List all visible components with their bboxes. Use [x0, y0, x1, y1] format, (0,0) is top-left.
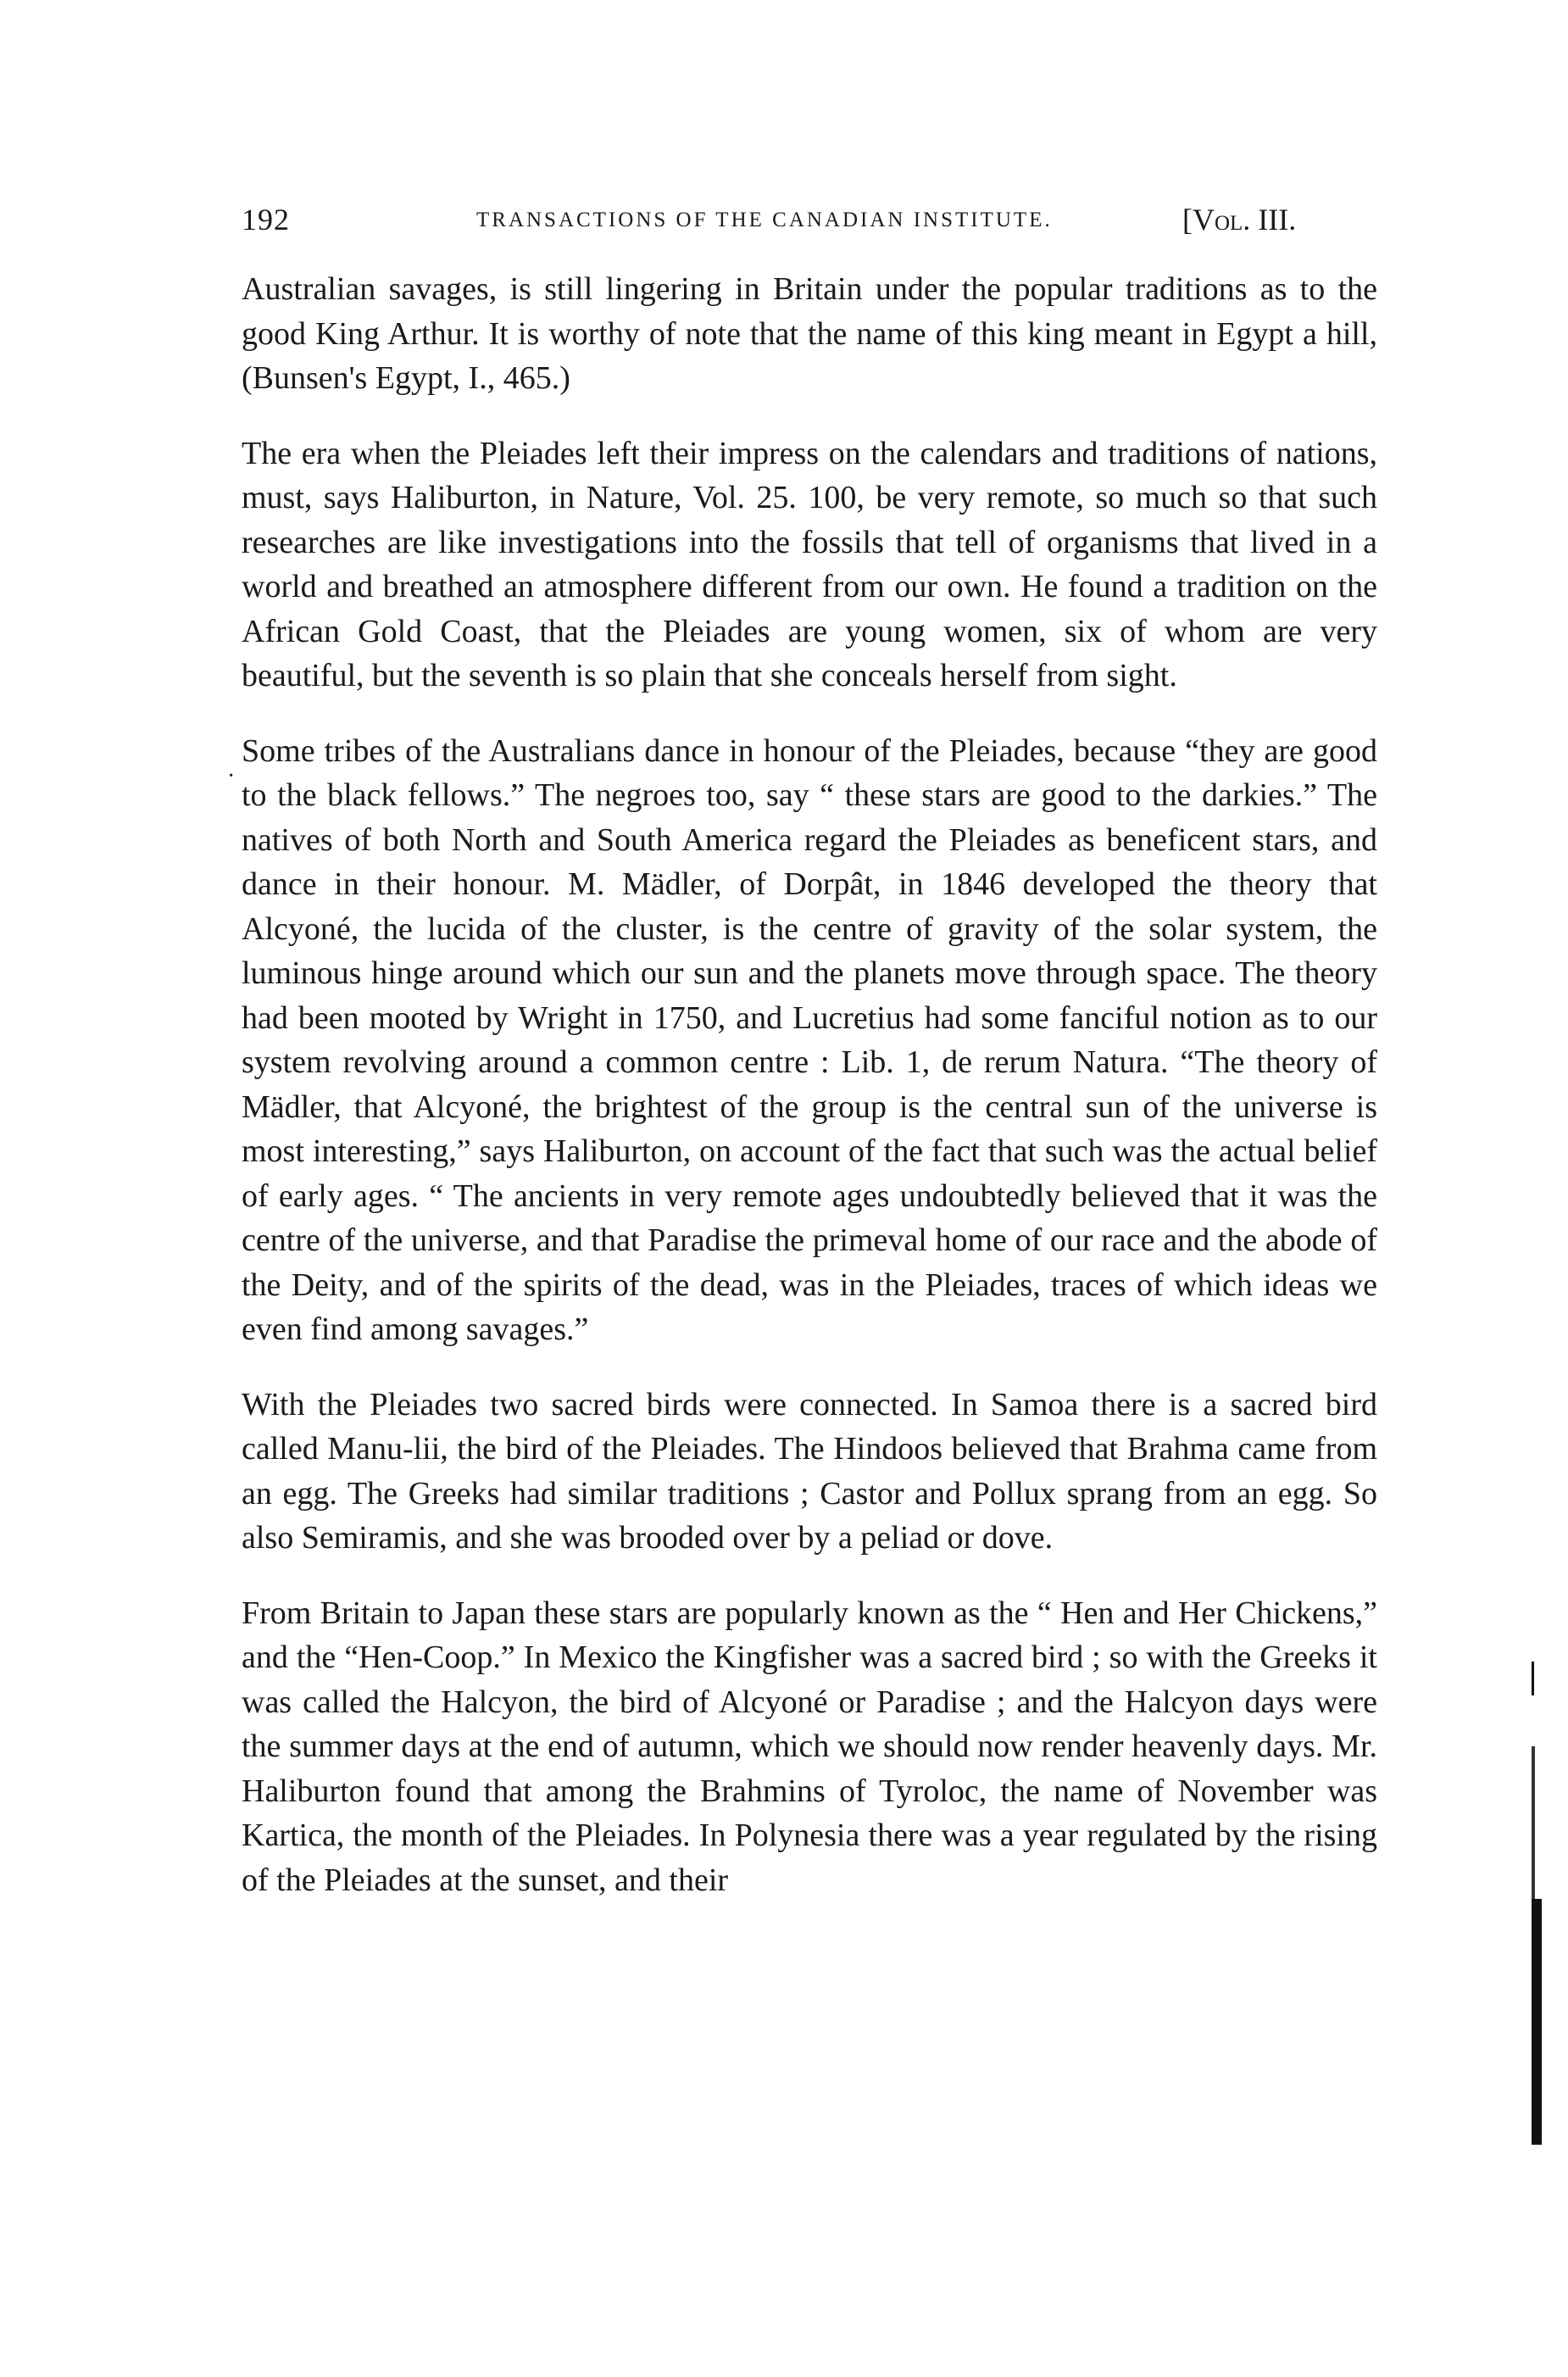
volume-label: [Vol. III. — [1182, 203, 1297, 237]
paragraph-2: The era when the Pleiades left their impress on the calendars and traditions of nations, must, says Haliburton, in Nature, Vol. 25. 100, be very remote, so much so that such researches are like investigations into the fossils that tell of organisms that lived in a world and breathed an atmosphere different from our own. He found a tradition on the African Gold Coast, that the Pleiades are young women, six of whom are very beautiful, but the seventh is so plain that she conceals herself from sight. — [242, 435, 1377, 693]
scan-edge-mark — [1532, 1899, 1542, 2145]
scan-edge-mark — [1532, 1746, 1535, 1899]
scan-edge-mark — [1532, 1662, 1534, 1695]
page-header — [242, 202, 1377, 253]
margin-dot-mark: · — [227, 763, 236, 789]
body-text — [242, 267, 1377, 1902]
paragraph-3: Some tribes of the Australians dance in honour of the Pleiades, because “they are good to the black fellows.” The negroes too, say “ these stars are good to the darkies.” The natives of both North and South America regard the Pleiades as beneficent stars, and dance in their honour. M. Mädler, of Dorpât, in 1846 developed the theory that Alcyoné, the lucida of the cluster, is the centre of gravity of the solar system, the luminous hinge around which our sun and the planets move through space. The theory had been mooted by Wright in 1750, and Lucretius had some fanciful notion as to our system revolving around a common centre : Lib. 1, de rerum Natura. “The theory of Mädler, that Alcyoné, the brightest of the group is the central sun of the universe is most interesting,” says Haliburton, on account of the fact that such was the actual belief of early ages. “ The ancients in very remote ages undoubtedly believed that it was the centre of the universe, and that Paradise the primeval home of our race and the abode of the Deity, and of the spirits of the dead, was in the Pleiades, traces of which ideas we even find among savages.” — [242, 732, 1377, 1347]
page-number: 192 — [242, 203, 290, 237]
paragraph-5: From Britain to Japan these stars are popularly known as the “ Hen and Her Chickens,” and the “Hen-Coop.” In Mexico the Kingfisher was a sacred bird ; so with the Greeks it was called the Halcyon, the bird of Alcyoné or Paradise ; and the Halcyon days were the summer days at the end of autumn, which we should now render heavenly days. Mr. Haliburton found that among the Brahmins of Tyroloc, the name of November was Kartica, the month of the Pleiades. In Polynesia there was a year regulated by the rising of the Pleiades at the sunset, and their — [242, 1595, 1377, 1898]
running-title: TRANSACTIONS OF THE CANADIAN INSTITUTE. — [476, 209, 1053, 231]
paragraph-4: With the Pleiades two sacred birds were connected. In Samoa there is a sacred bird called Manu-lii, the bird of the Pleiades. The Hindoos believed that Brahma came from an egg. The Greeks had similar traditions ; Castor and Pollux sprang from an egg. So also Semiramis, and she was brooded over by a peliad or dove. — [242, 1386, 1377, 1556]
paragraph-1: Australian savages, is still lingering in Britain under the popular traditions as to the good King Arthur. It is worthy of note that the name of this king meant in Egypt a hill, (Bunsen's Egypt, I., 465.) — [242, 271, 1377, 396]
